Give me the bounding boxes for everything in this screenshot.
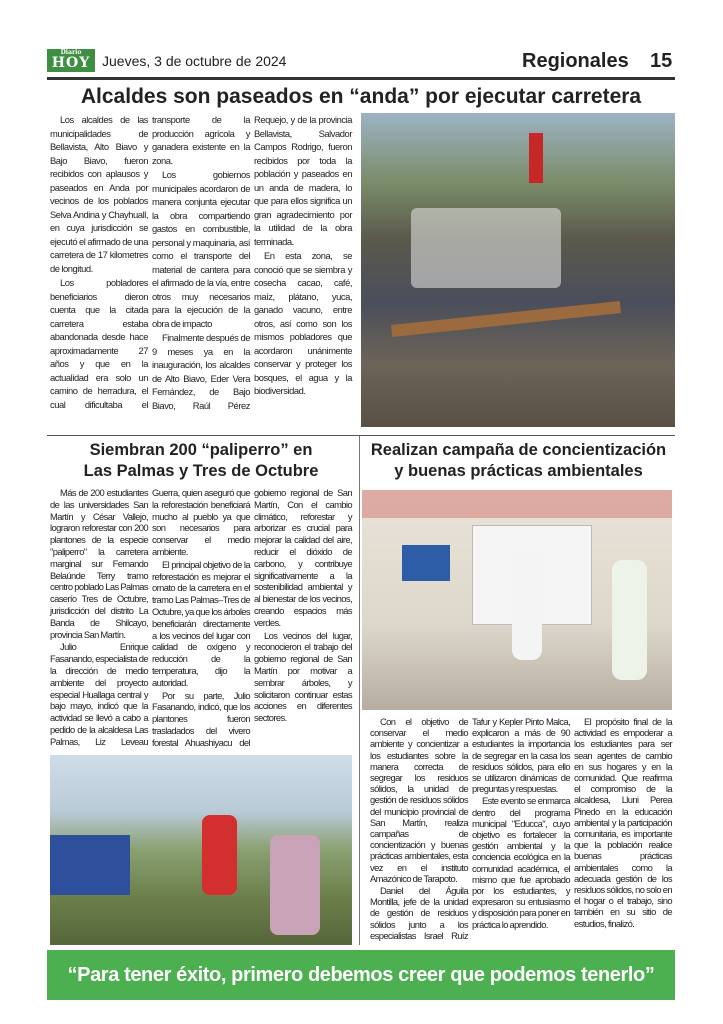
section-divider [47, 435, 675, 436]
header-rule [47, 77, 675, 80]
paragraph: Los pobladores beneficiarios dieron cuenta que la citada carretera estaba abandonada desde hace aproximadamente 27 años y que en la actualidad era solo un camino de herradura, el cual dificultaba el transporte de la producción agrícola y ganadera existente en la zona. [50, 114, 250, 410]
article2-headline: Siembran 200 “paliperro” en Las Palmas y Tres de Octubre [83, 441, 319, 480]
article1-body [50, 113, 352, 418]
issue-date: Jueves, 3 de octubre de 2024 [102, 53, 287, 69]
paragraph: Los alcaldes de las municipalidades de Bellavista, Alto Biavo y Bajo Biavo, fueron recibidos con aplausos y paseados en Anda por vecinos de los poblados Selva Andina y Chayhuall, en cuya jurisdicción se ejecutó el afirmado de una carretera de 17 kilometres de longitud. [50, 114, 148, 274]
newspaper-logo: Diario HOY [47, 49, 95, 72]
paragraph: El propósito final de la actividad es empoderar a los estudiantes para ser sean agentes de cambio en sus hogares y en la comunidad. Que reafirma el compromiso de la alcaldesa, Lluni Perea Pinedo en la educación ambiental y la participación comunitaria, es importante que la población realice buenas prácticas ambientales como la adecuada gestión de los residuos sólidos, no solo en el hogar o el trabajo, sino también en su sitio de estudios, finalizó. [574, 716, 672, 929]
paragraph: Los gobiernos municipales acordaron de manera conjunta ejecutar la obra compartiendo gastos en combustible, personal y maquinaria, así como el transporte del material de cantera para el afirmado de la vía, entre otros muy necesarios para la ejecución de la obra de impacto [152, 169, 250, 329]
paragraph: Los vecinos del lugar, reconocieron el trabajo del gobierno regional de San Martín por motivar a sembrar árboles, y solicitaron continuar estas acciones en diferentes sectores. [254, 629, 352, 724]
section-name: Regionales [522, 50, 629, 72]
paragraph: En esta zona, se conoció que se siembra y cosecha cacao, café, maíz, plátano, yuca, ganado vacuno, entre otros, así como son los mismos pobladores que acordaron unánimente conservar y proteger los bosques, el agua y la biodiversidad. [254, 250, 352, 396]
paragraph: Finalmente después de 9 meses ya en la inauguración, los alcaldes de Alto Biavo, Eder Vera Fernández, de Bajo Biavo, Raúl Pérez Requejo, y de la provincia Bellavista, Salvador Campos Rodrigo, fueron recibidos por toda la población y paseados en un anda de madera, lo que para ellos significa un gran agradecimiento por la utilidad de la obra terminada. [152, 114, 352, 411]
article3-body [370, 716, 672, 944]
article3-headline: Realizan campaña de concientización y buenas prácticas ambientales [370, 441, 667, 480]
paragraph: El principal objetivo de la reforestación es mejorar el ornato de la carretera en el tramo Las Palmas–Tres de Octubre, ya que los árboles beneficiarán directamente a los vecinos del lugar con calidad de oxígeno y reducción de la temperatura, dijo la autoridad. [152, 558, 250, 688]
article3-photo [362, 490, 672, 710]
article1-photo [361, 113, 675, 427]
paragraph: Julio Enrique Fasanando, especialista de la dirección de medio ambiente del proyecto especial Huallaga central y bajo mayo, indicó que la actividad se llevó a cabo a pedido de la alcaldesa Las Palmas, Liz Leveau Guerra, quien aseguró que la reforestación beneficiará mucho al pueblo ya que son necesarios para conservar el medio ambiente. [50, 487, 250, 747]
article2-body [50, 487, 352, 749]
article1-headline: Alcaldes son paseados en “anda” por ejecutar carretera [80, 85, 642, 108]
article2-photo [50, 755, 352, 945]
paragraph: Daniel del Águila Montilla, jefe de la unidad de gestión de residuos sólidos junto a los especialistas Israel Ruíz Tafur y Kepler Pinto Malca, explicaron a más de 90 estudiantes la importancia de segregar en la casa los residuos sólidos, para ello se utilizaron dinámicas de preguntas y respuestas. [370, 716, 570, 941]
paragraph: Con el objetivo de conservar el medio ambiente y concientizar a los estudiantes sobre la manera correcta de segregar los residuos sólidos, la unidad de gestión de residuos sólidos del municipio provincial de San Martín, realiza campañas de concientización y buenas prácticas ambientales, esta vez en el instituto Amazónico de Tarapoto. [370, 716, 468, 884]
quote-banner: “Para tener éxito, primero debemos creer que podemos tenerlo” [47, 950, 675, 1000]
paragraph: Este evento se enmarca dentro del programa municipal "Educca", cuyo objetivo es fortalecer la gestión ambiental y la conciencia ecológica en la comunidad académica, el mismo que fue aprobado por los estudiantes, y expresaron su entusiasmo y disposición para poner en práctica lo aprendido. [472, 795, 570, 930]
column-divider [359, 436, 360, 945]
page-number: 15 [650, 50, 673, 72]
paragraph: Por su parte, Julio Fasanando, indicó, que los plantones fueron trasladados del vivero forestal Ahuashiyacu del gobierno regional de San Martín, Con el cambio climático, reforestar y arborizar es crucial para mejorar la calidad del aire, reducir el dióxido de carbono, y contribuye significativamente a la sostenibilidad ambiental y al bienestar de los vecinos, creando espacios más verdes. [152, 487, 352, 748]
paragraph: Más de 200 estudiantes de las universidades San Martín y César Vallejo, lograron reforestar con 200 plantones de la especie "paliperro" la carretera marginal sur Fernando Belaúnde Terry tramo centro poblado Las Palmas caserío Tres de Octubre, jurisdicción del distrito La Banda de Shilcayo, provincia San Martín. [50, 487, 148, 640]
